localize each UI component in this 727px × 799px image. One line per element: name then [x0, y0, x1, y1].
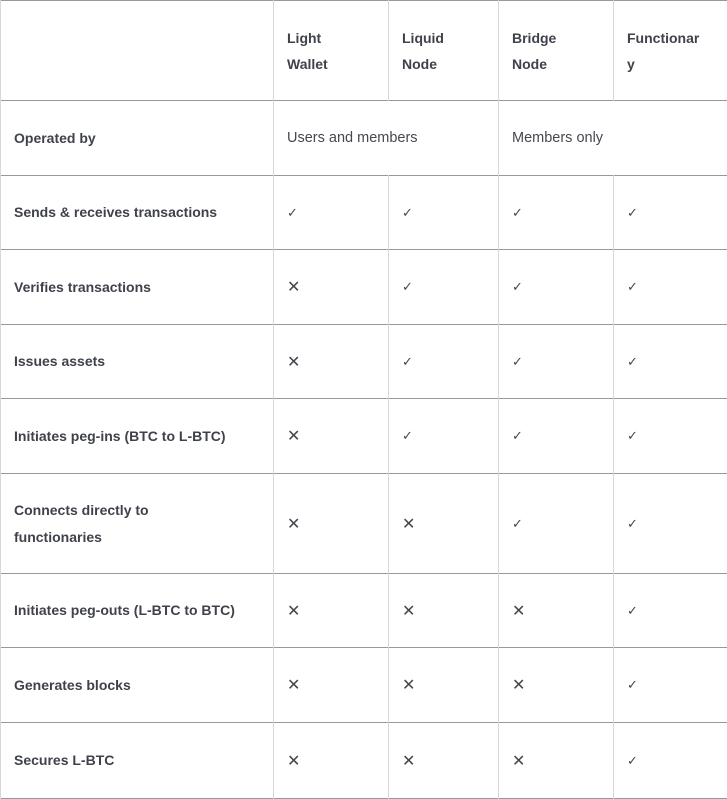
check-icon: ✓	[627, 678, 638, 693]
check-icon: ✓	[512, 429, 523, 444]
table-row	[1, 399, 727, 474]
cross-icon: ✕	[287, 675, 300, 694]
table-cell	[274, 250, 389, 325]
table-cell	[499, 176, 614, 250]
table-cell	[614, 399, 727, 474]
table-cell	[499, 574, 614, 648]
row-label-initiates-peg-ins: Initiates peg-ins (BTC to L-BTC)	[1, 399, 274, 474]
check-icon: ✓	[402, 355, 413, 370]
operated-by-users-and-members: Users and members	[274, 101, 499, 176]
table-cell	[389, 399, 499, 474]
table-cell	[614, 474, 727, 574]
row-label-secures-l-btc: Secures L-BTC	[1, 723, 274, 799]
check-icon: ✓	[627, 754, 638, 769]
cross-icon: ✕	[287, 514, 300, 533]
table-cell	[389, 648, 499, 723]
table-cell	[274, 176, 389, 250]
check-icon: ✓	[627, 517, 638, 532]
table-cell	[274, 325, 389, 399]
cross-icon: ✕	[512, 601, 525, 620]
check-icon: ✓	[512, 517, 523, 532]
table-cell	[499, 723, 614, 799]
row-label-issues-assets: Issues assets	[1, 325, 274, 399]
check-icon: ✓	[627, 429, 638, 444]
cross-icon: ✕	[287, 751, 300, 770]
column-header-functionary: Functionary	[614, 1, 727, 101]
column-header-light-wallet: Light Wallet	[274, 1, 389, 101]
cross-icon: ✕	[512, 675, 525, 694]
table-cell	[499, 399, 614, 474]
table-cell	[389, 574, 499, 648]
table-cell	[614, 723, 727, 799]
cross-icon: ✕	[402, 514, 415, 533]
check-icon: ✓	[512, 280, 523, 295]
table-cell	[614, 325, 727, 399]
table-cell	[274, 723, 389, 799]
row-label-connects-functionaries: Connects directly to functionaries	[1, 474, 274, 574]
table-cell	[614, 648, 727, 723]
check-icon: ✓	[627, 280, 638, 295]
table-row	[1, 250, 727, 325]
table-cell	[389, 474, 499, 574]
table-cell	[274, 574, 389, 648]
table-row	[1, 176, 727, 250]
cross-icon: ✕	[287, 352, 300, 371]
table-cell	[499, 474, 614, 574]
row-label-operated-by: Operated by	[1, 101, 274, 176]
cross-icon: ✕	[287, 426, 300, 445]
check-icon: ✓	[512, 206, 523, 221]
table-cell	[274, 399, 389, 474]
operated-by-members-only: Members only	[499, 101, 727, 176]
table-cell	[389, 250, 499, 325]
table-cell	[389, 176, 499, 250]
table-cell	[389, 325, 499, 399]
cross-icon: ✕	[402, 675, 415, 694]
check-icon: ✓	[287, 206, 298, 221]
table-cell	[274, 648, 389, 723]
table-row	[1, 723, 727, 799]
table-cell	[614, 250, 727, 325]
column-header-bridge-node: Bridge Node	[499, 1, 614, 101]
operated-by-row	[1, 101, 727, 176]
check-icon: ✓	[627, 355, 638, 370]
row-label-sends-receives: Sends & receives transactions	[1, 176, 274, 250]
table-row	[1, 574, 727, 648]
check-icon: ✓	[402, 206, 413, 221]
table-cell	[614, 176, 727, 250]
row-label-initiates-peg-outs: Initiates peg-outs (L-BTC to BTC)	[1, 574, 274, 648]
table-cell	[614, 574, 727, 648]
corner-cell	[1, 1, 274, 101]
cross-icon: ✕	[287, 277, 300, 296]
table-row	[1, 648, 727, 723]
column-header-liquid-node: Liquid Node	[389, 1, 499, 101]
check-icon: ✓	[402, 429, 413, 444]
table-cell	[389, 723, 499, 799]
table-cell	[274, 474, 389, 574]
check-icon: ✓	[402, 280, 413, 295]
table-cell	[499, 250, 614, 325]
check-icon: ✓	[627, 604, 638, 619]
header-row	[1, 1, 727, 101]
row-label-generates-blocks: Generates blocks	[1, 648, 274, 723]
cross-icon: ✕	[402, 601, 415, 620]
check-icon: ✓	[627, 206, 638, 221]
table-cell	[499, 325, 614, 399]
table-cell	[499, 648, 614, 723]
cross-icon: ✕	[287, 601, 300, 620]
cross-icon: ✕	[402, 751, 415, 770]
row-label-verifies-transactions: Verifies transactions	[1, 250, 274, 325]
cross-icon: ✕	[512, 751, 525, 770]
table-row	[1, 474, 727, 574]
check-icon: ✓	[512, 355, 523, 370]
table-row	[1, 325, 727, 399]
